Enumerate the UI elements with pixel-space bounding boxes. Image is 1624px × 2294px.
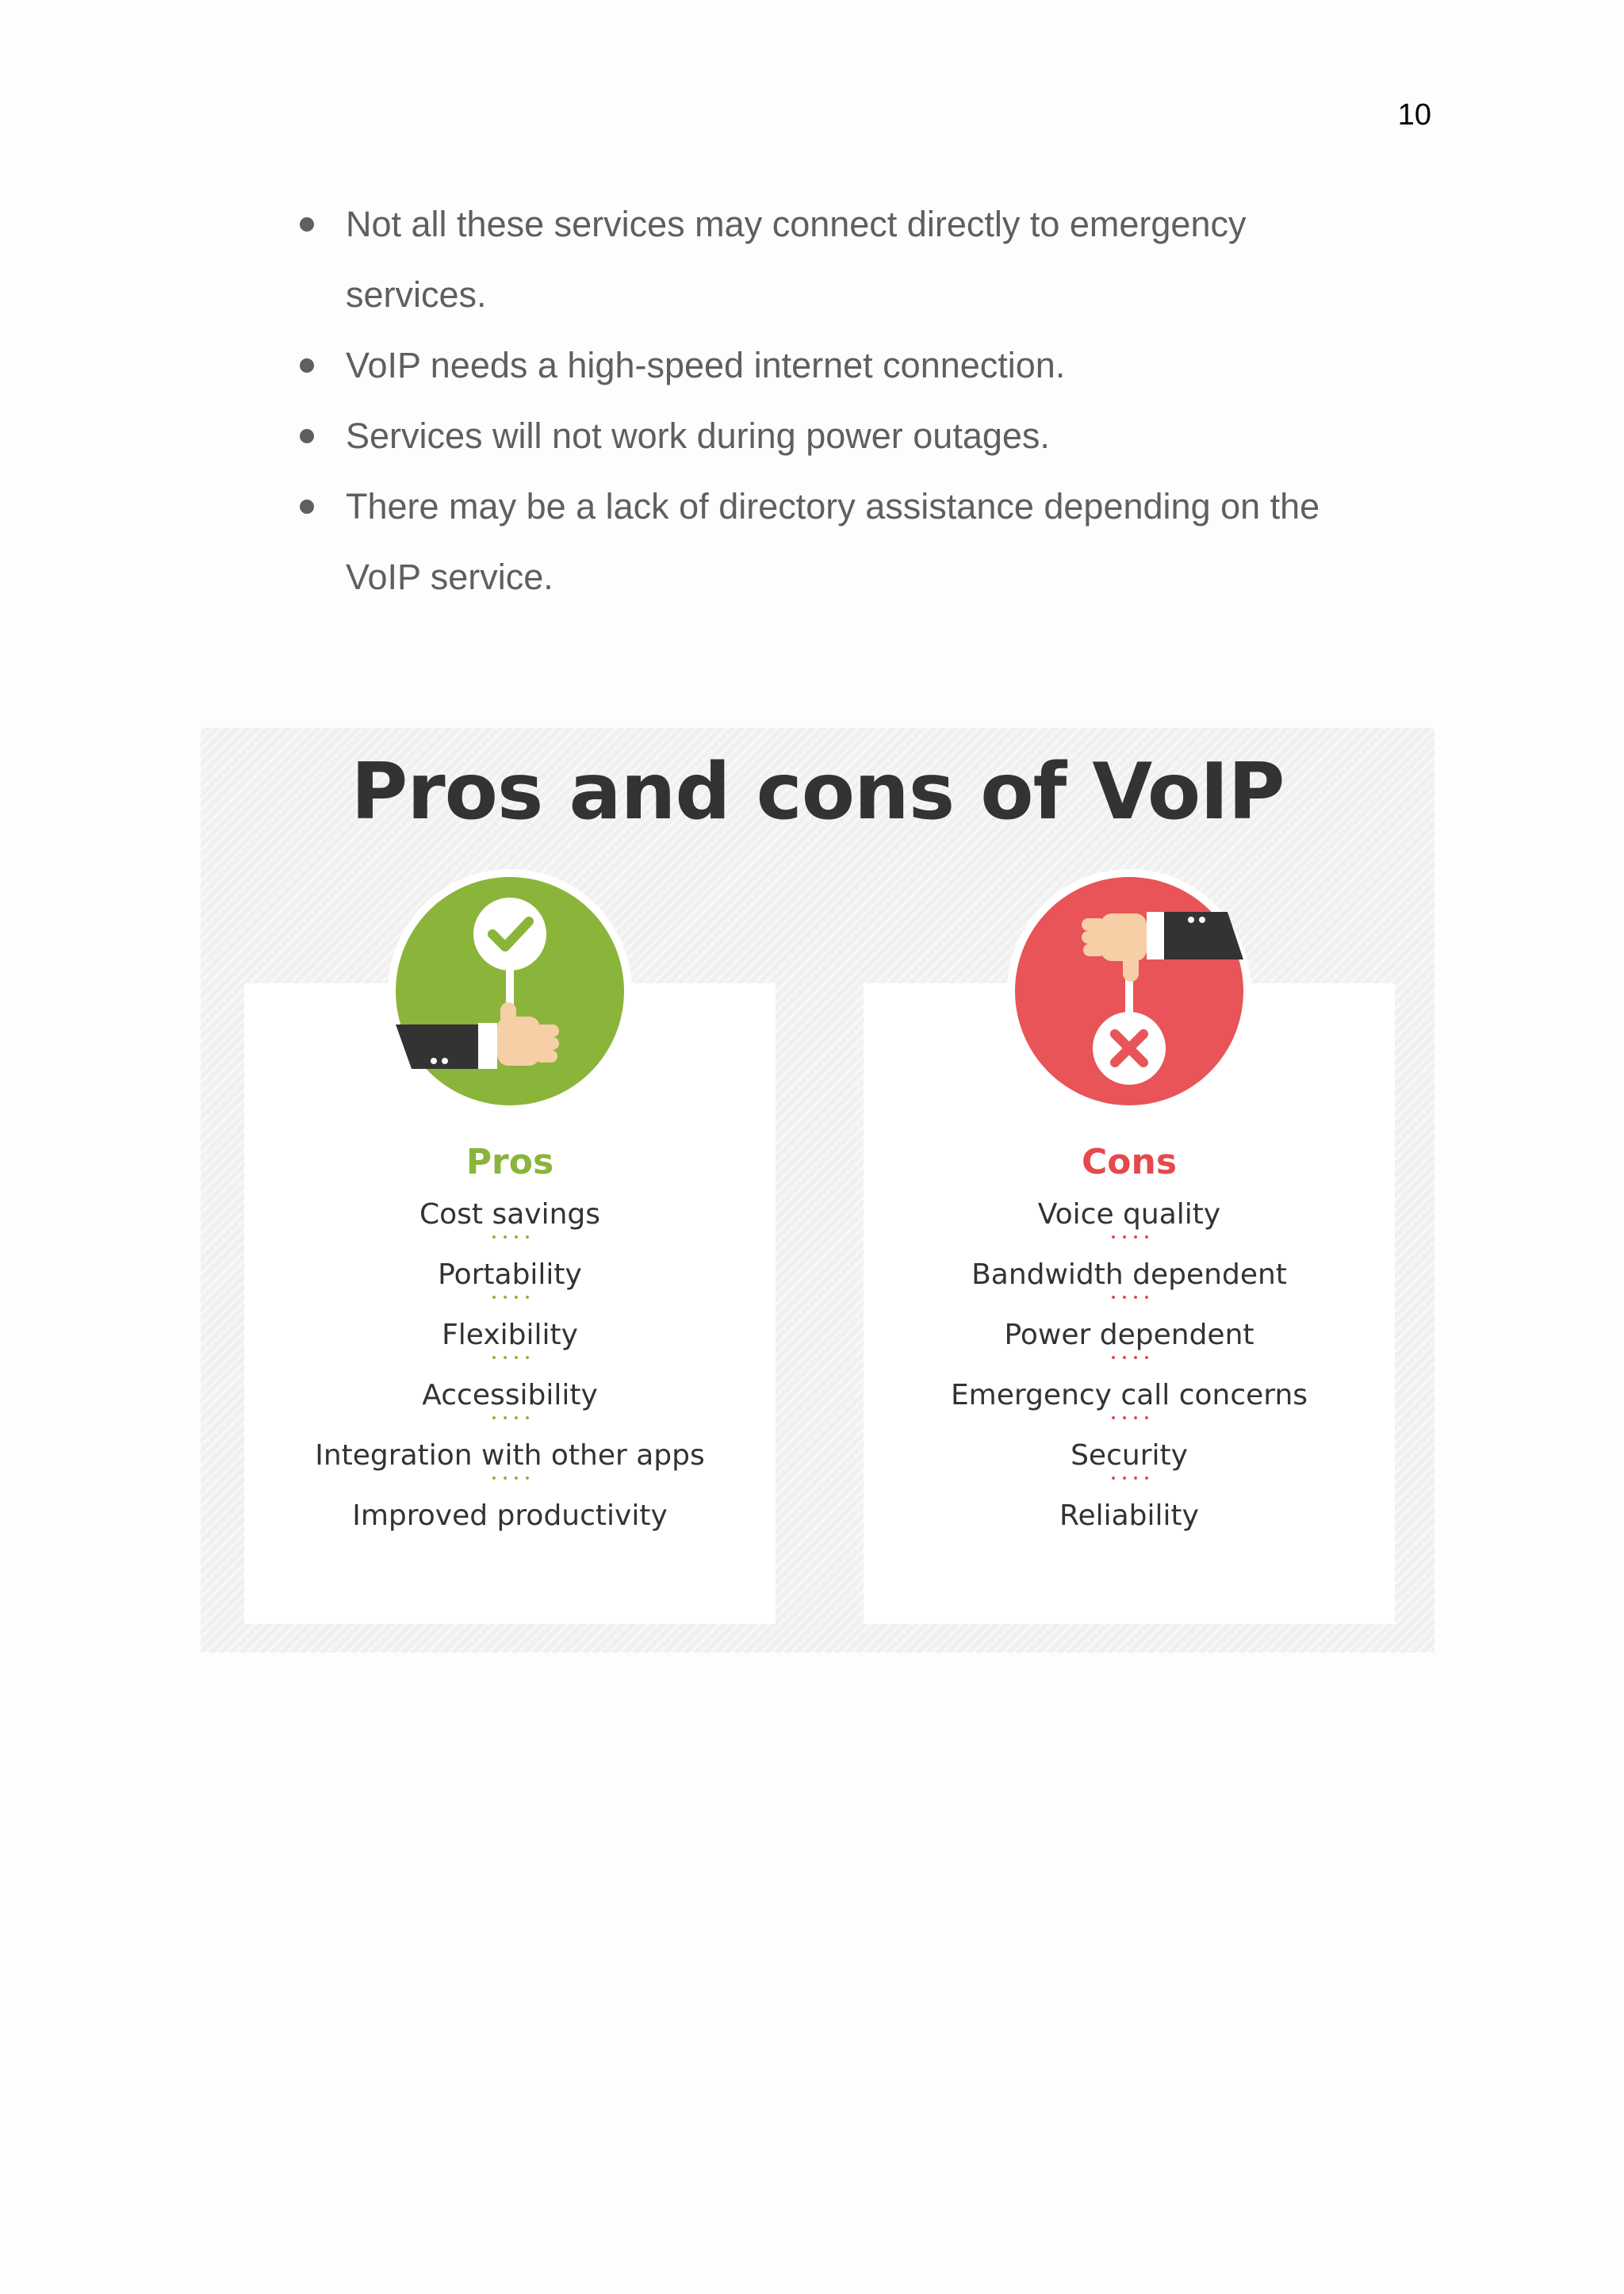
list-item xyxy=(864,1378,1395,1438)
bullet-dot xyxy=(300,358,314,373)
pros-item: Portability xyxy=(438,1258,582,1291)
cons-item: Reliability xyxy=(1059,1499,1199,1532)
pros-badge xyxy=(388,869,632,1113)
cons-item: Emergency call concerns xyxy=(950,1379,1308,1411)
dotted-separator xyxy=(488,1296,531,1299)
bullet-text: VoIP needs a high-speed internet connection. xyxy=(346,345,1066,385)
dotted-separator xyxy=(488,1416,531,1419)
cons-item: Power dependent xyxy=(1004,1319,1254,1351)
cons-item: Voice quality xyxy=(1037,1198,1221,1231)
dotted-separator xyxy=(1108,1416,1151,1419)
list-item xyxy=(864,1197,1395,1258)
bullet-dot xyxy=(300,429,314,443)
bullet-text: There may be a lack of directory assistance depending on the VoIP service. xyxy=(346,486,1320,597)
dotted-separator xyxy=(488,1356,531,1359)
list-item xyxy=(864,1499,1395,1559)
dotted-separator xyxy=(1108,1476,1151,1480)
list-item xyxy=(244,1197,776,1258)
list-item xyxy=(293,330,1372,400)
thumbs-up-check-icon xyxy=(396,877,624,1105)
pros-item: Integration with other apps xyxy=(315,1439,705,1472)
cons-badge xyxy=(1007,869,1251,1113)
list-item xyxy=(244,1378,776,1438)
thumbs-down-x-icon xyxy=(1015,877,1243,1105)
bullet-dot xyxy=(300,217,314,232)
pros-item: Cost savings xyxy=(419,1198,601,1231)
page-number: 10 xyxy=(1397,98,1431,132)
list-item xyxy=(244,1438,776,1499)
list-item xyxy=(293,471,1372,612)
list-item xyxy=(293,400,1372,471)
bullet-text: Services will not work during power outages. xyxy=(346,416,1050,456)
pros-item: Accessibility xyxy=(422,1379,598,1411)
pros-list xyxy=(244,1197,776,1559)
dotted-separator xyxy=(488,1476,531,1480)
list-item xyxy=(244,1258,776,1318)
cons-item: Security xyxy=(1071,1439,1188,1472)
list-item xyxy=(864,1318,1395,1378)
pros-item: Improved productivity xyxy=(352,1499,668,1532)
bullet-text: Not all these services may connect directly to emergency services. xyxy=(346,204,1247,315)
list-item xyxy=(244,1499,776,1559)
bullet-dot xyxy=(300,500,314,514)
cons-list xyxy=(864,1197,1395,1559)
bullet-list xyxy=(293,189,1372,612)
cons-heading: Cons xyxy=(1081,1142,1178,1182)
list-item xyxy=(864,1438,1395,1499)
cons-item: Bandwidth dependent xyxy=(971,1258,1287,1291)
list-item xyxy=(864,1258,1395,1318)
list-item xyxy=(293,189,1372,330)
list-item xyxy=(244,1318,776,1378)
dotted-separator xyxy=(1108,1296,1151,1299)
infographic-title: Pros and cons of VoIP xyxy=(350,747,1285,837)
pros-item: Flexibility xyxy=(442,1319,578,1351)
pros-cons-infographic xyxy=(201,728,1434,1653)
dotted-separator xyxy=(1108,1356,1151,1359)
dotted-separator xyxy=(1108,1235,1151,1239)
pros-heading: Pros xyxy=(465,1142,554,1182)
dotted-separator xyxy=(488,1235,531,1239)
